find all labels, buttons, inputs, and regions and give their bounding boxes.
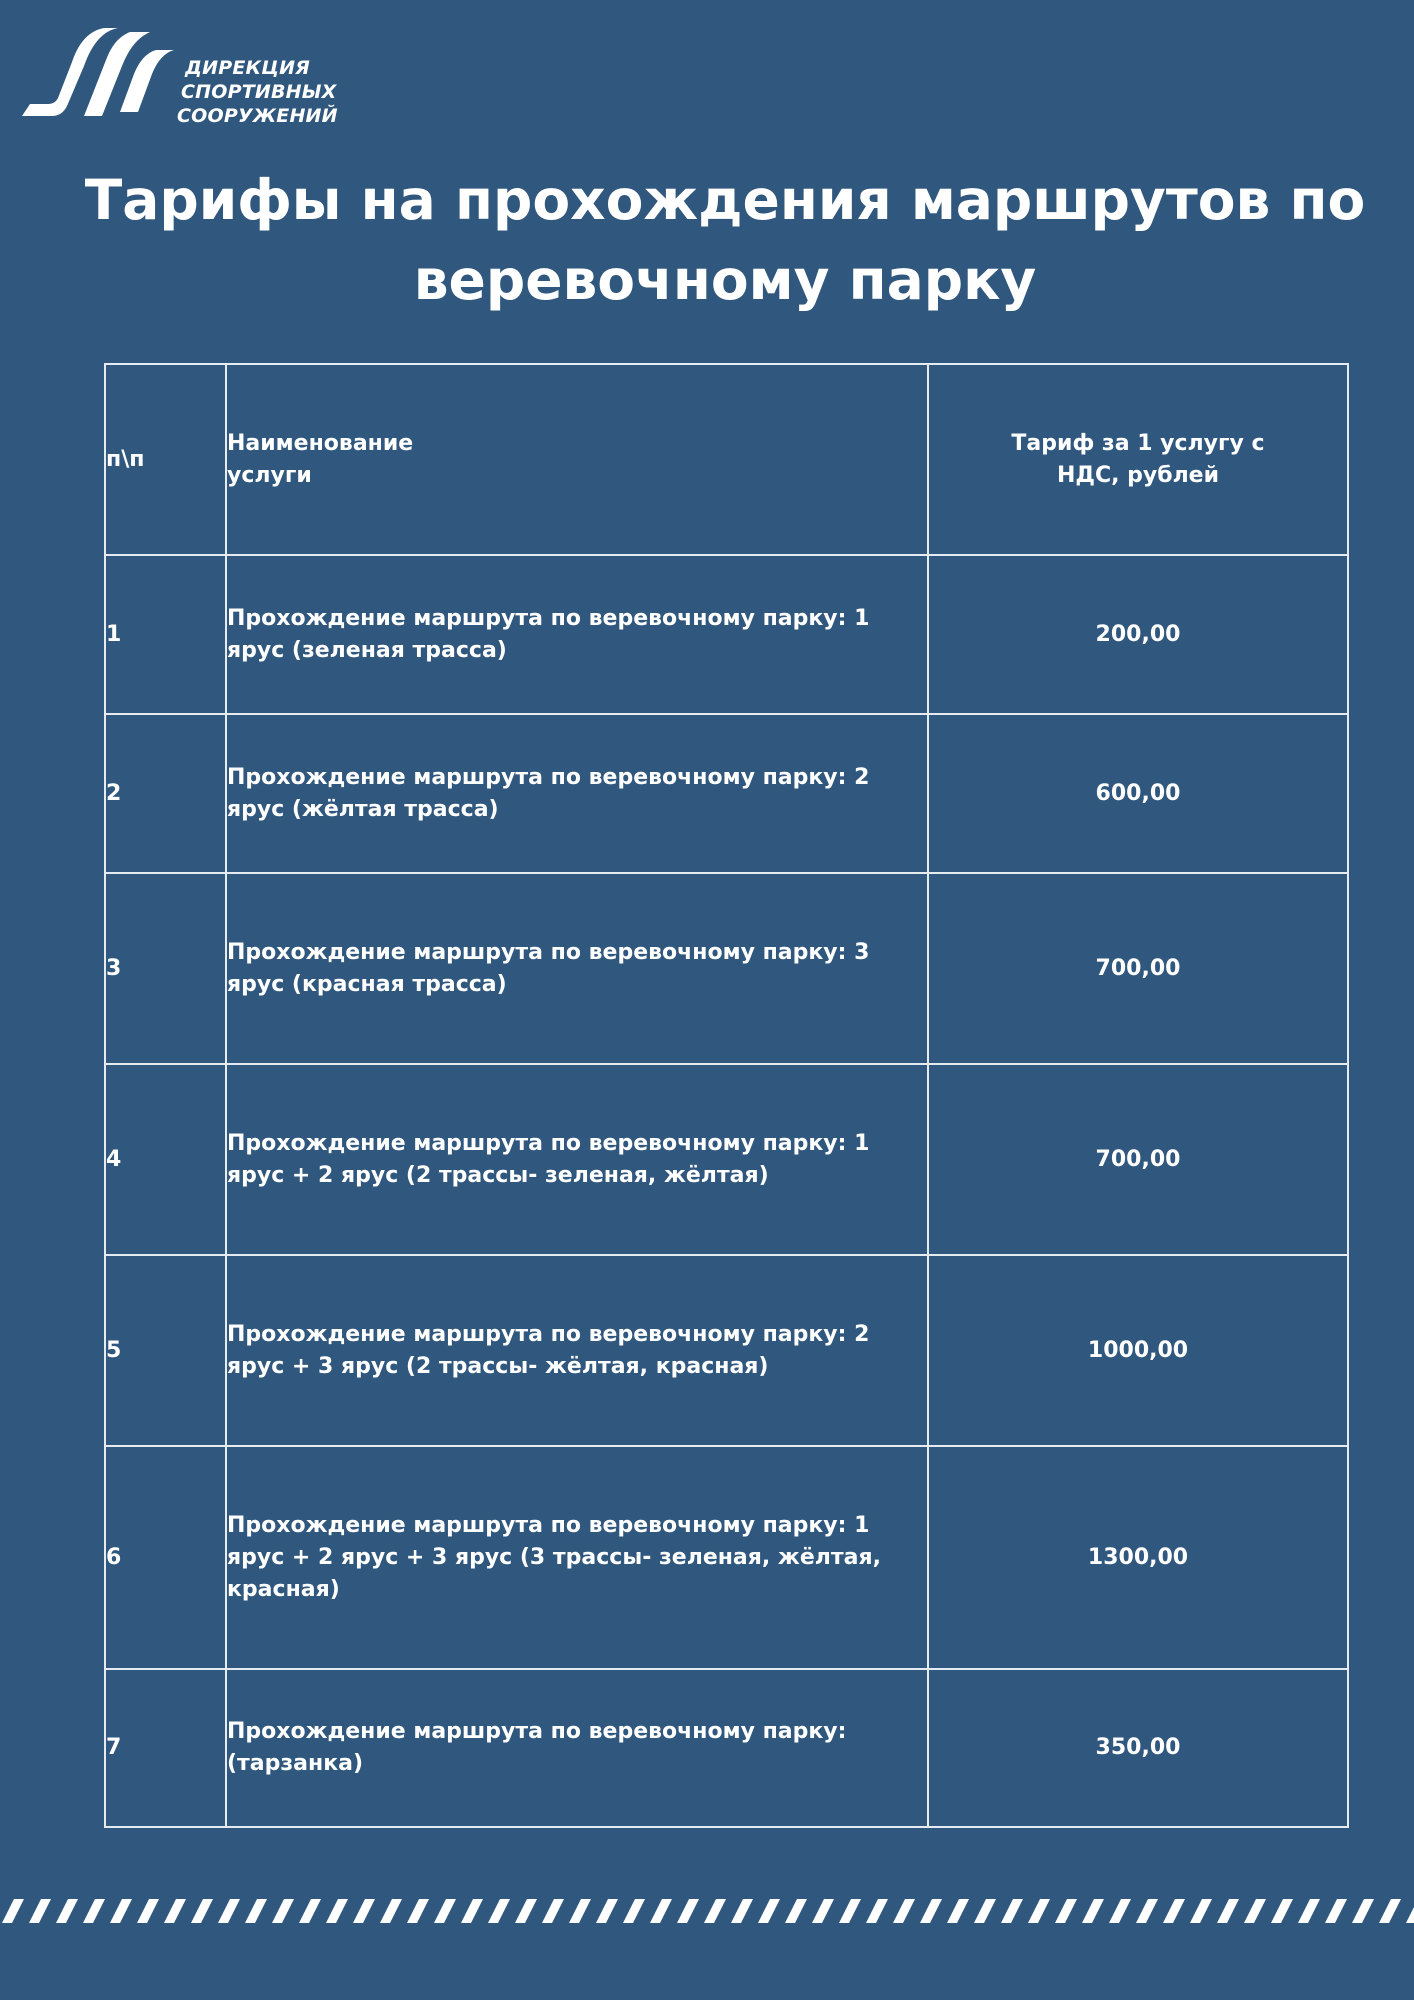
- table-row: [105, 1669, 1348, 1827]
- logo-mark-icon: [22, 14, 192, 124]
- rope-border-icon: [0, 1895, 1414, 1927]
- row-number: 5: [105, 1255, 226, 1446]
- header-price-text: Тариф за 1 услугу с НДС, рублей: [1011, 430, 1265, 488]
- row-service-name: Прохождение маршрута по веревочному парку: (тарзанка): [226, 1669, 928, 1827]
- row-number: 4: [105, 1064, 226, 1255]
- row-price: 350,00: [928, 1669, 1348, 1827]
- table-row: [105, 714, 1348, 873]
- row-service-name: Прохождение маршрута по веревочному парку: 2 ярус (жёлтая трасса): [226, 714, 928, 873]
- table-row: [105, 1446, 1348, 1669]
- table-row: [105, 873, 1348, 1064]
- table-row: [105, 555, 1348, 714]
- row-number: 6: [105, 1446, 226, 1669]
- table-row: [105, 1255, 1348, 1446]
- row-price: 600,00: [928, 714, 1348, 873]
- row-number: 7: [105, 1669, 226, 1827]
- logo-line: СООРУЖЕНИЙ: [177, 105, 338, 127]
- table-row: [105, 1064, 1348, 1255]
- row-service-name: Прохождение маршрута по веревочному парку: 3 ярус (красная трасса): [226, 873, 928, 1064]
- logo-line: ДИРЕКЦИЯ: [185, 57, 311, 79]
- page-title: Тарифы на прохождения маршрутов по веревочному парку: [84, 168, 1366, 312]
- logo-line: СПОРТИВНЫХ: [181, 81, 337, 103]
- row-price: 700,00: [928, 873, 1348, 1064]
- row-price: 1300,00: [928, 1446, 1348, 1669]
- table-header-row: [105, 364, 1348, 555]
- row-price: 200,00: [928, 555, 1348, 714]
- header-number: п\п: [105, 364, 226, 555]
- header-service-name: [226, 364, 928, 555]
- row-number: 2: [105, 714, 226, 873]
- row-number: 1: [105, 555, 226, 714]
- row-price: 700,00: [928, 1064, 1348, 1255]
- header-price: [928, 364, 1348, 555]
- row-service-name: Прохождение маршрута по веревочному парку: 1 ярус (зеленая трасса): [226, 555, 928, 714]
- tariffs-table: [104, 363, 1349, 1828]
- row-service-name: Прохождение маршрута по веревочному парку: 1 ярус + 2 ярус + 3 ярус (3 трассы- зеленая, жёлтая, красная): [226, 1446, 928, 1669]
- logo-text: [177, 56, 338, 128]
- row-price: 1000,00: [928, 1255, 1348, 1446]
- row-number: 3: [105, 873, 226, 1064]
- header-service-name-text: Наименование услуги: [227, 430, 414, 488]
- logo: [22, 14, 342, 127]
- row-service-name: Прохождение маршрута по веревочному парку: 1 ярус + 2 ярус (2 трассы- зеленая, жёлтая): [226, 1064, 928, 1255]
- row-service-name: Прохождение маршрута по веревочному парку: 2 ярус + 3 ярус (2 трассы- жёлтая, красная): [226, 1255, 928, 1446]
